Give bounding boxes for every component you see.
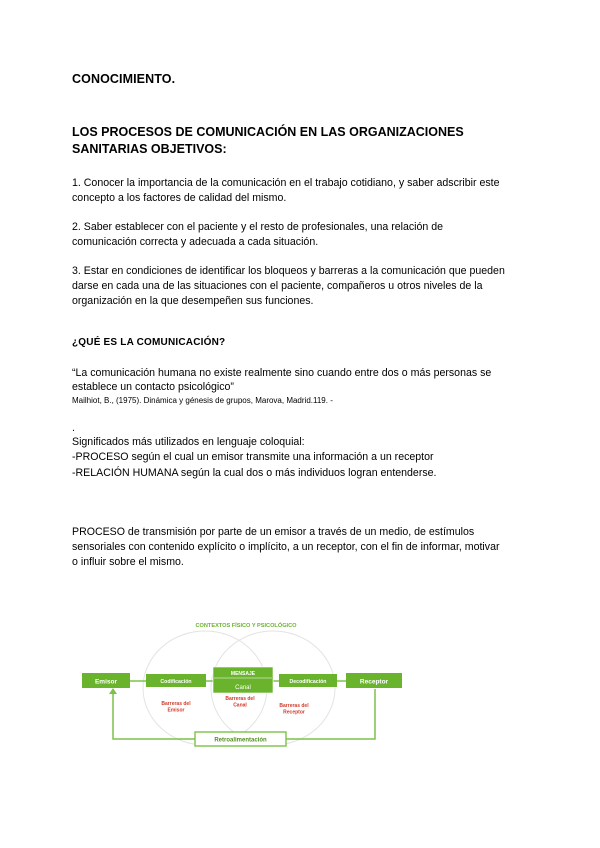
process-line-2: sensoriales con contenido explícito o implícito, a un receptor, con el fin de informar, motivar: [72, 541, 500, 553]
barrera-canal-line-1: Barreras del: [225, 696, 255, 702]
mensaje-label: MENSAJE: [230, 671, 256, 677]
retroalimentacion-label: Retroalimentación: [214, 737, 267, 744]
meanings-intro: Significados más utilizados en lenguaje coloquial:: [72, 436, 305, 448]
objective-3-line-2: darse en cada una de las situaciones con el paciente, compañeros u otros niveles de la: [72, 280, 483, 292]
emisor-label: Emisor: [94, 678, 118, 686]
feedback-arrow: [109, 688, 117, 694]
feedback-line-left: [113, 692, 195, 739]
citation: Mailhiot, B., (1975). Dinámica y génesis de grupos, Marova, Madrid.119. -: [72, 396, 333, 405]
objective-1-line-1: 1. Conocer la importancia de la comunicación en el trabajo cotidiano, y saber adscribir este: [72, 177, 500, 189]
section-title: ¿QUÉ ES LA COMUNICACIÓN?: [72, 337, 226, 348]
barrera-receptor-line-1: Barreras del: [279, 703, 309, 709]
communication-diagram: [80, 612, 410, 752]
meaning-relacion: -RELACIÓN HUMANA según la cual dos o más individuos logran entenderse.: [72, 467, 437, 479]
process-line-1: PROCESO de transmisión por parte de un emisor a través de un medio, de estímulos: [72, 526, 475, 538]
barrera-canal-line-2: Canal: [233, 702, 247, 709]
objective-2-line-1: 2. Saber establecer con el paciente y el resto de profesionales, una relación de: [72, 221, 444, 233]
canal-label: Canal: [235, 685, 251, 691]
objective-3-line-1: 3. Estar en condiciones de identificar los bloqueos y barreras a la comunicación que pueden: [72, 265, 505, 277]
meaning-proceso: -PROCESO según el cual un emisor transmite una información a un receptor: [72, 451, 434, 463]
receptor-label: Receptor: [359, 678, 389, 686]
codificacion-label: Codificación: [160, 679, 192, 685]
process-line-3: o influir sobre el mismo.: [72, 556, 184, 568]
heading-line-2: SANITARIAS OBJETIVOS:: [72, 142, 227, 156]
quote-line-2: establece un contacto psicológico”: [72, 381, 234, 393]
barrera-receptor-line-2: Receptor: [283, 709, 305, 716]
barrera-emisor-line-2: Emisor: [167, 707, 185, 714]
objective-2-line-2: comunicación correcta y adecuada a cada situación.: [72, 236, 319, 248]
heading-line-1: LOS PROCESOS DE COMUNICACIÓN EN LAS ORGANIZACIONES: [72, 125, 464, 139]
barrera-emisor-line-1: Barreras del: [161, 701, 191, 707]
quote-line-1: “La comunicación humana no existe realmente sino cuando entre dos o más personas se: [72, 367, 492, 379]
objective-1-line-2: concepto a los factores de calidad del mismo.: [72, 192, 287, 204]
dot: .: [72, 422, 75, 434]
document-title: CONOCIMIENTO.: [72, 72, 176, 86]
objective-3-line-3: organización en la que desempeñen sus funciones.: [72, 295, 314, 307]
decodificacion-label: Decodificación: [289, 679, 327, 685]
context-title: CONTEXTOS FÍSICO Y PSICOLÓGICO: [195, 623, 297, 629]
